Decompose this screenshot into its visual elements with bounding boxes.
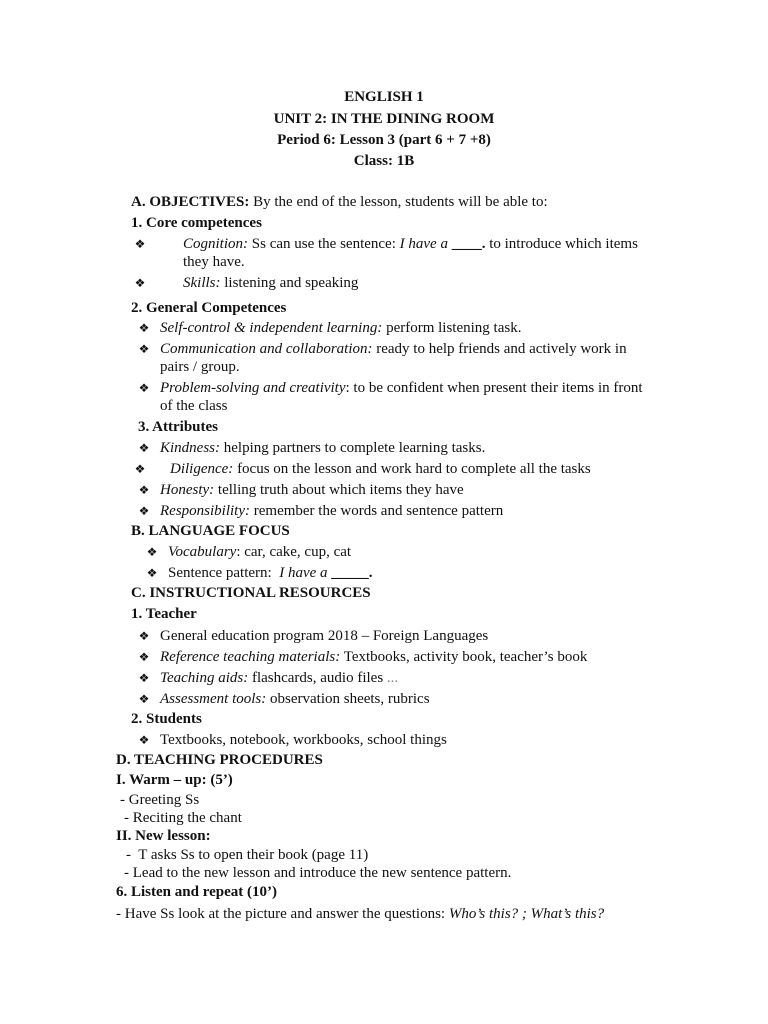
warmup-step-1: - Greeting Ss (120, 792, 200, 808)
objectives-heading: A. OBJECTIVES: (131, 194, 250, 210)
bullet-icon: ❖ (146, 566, 158, 580)
resource-assessment-item: Assessment tools: observation sheets, rubrics (160, 691, 430, 707)
honesty-item: Honesty: telling truth about which items they have (160, 482, 464, 498)
bullet-icon: ❖ (134, 237, 146, 251)
subject-title: ENGLISH 1 (344, 89, 424, 105)
bullet-icon: ❖ (134, 462, 146, 476)
period-title: Period 6: Lesson 3 (part 6 + 7 +8) (277, 132, 491, 148)
resources-heading: C. INSTRUCTIONAL RESOURCES (131, 585, 371, 601)
general-competences-heading: 2. General Competences (131, 300, 287, 316)
sentence-pattern-item: Sentence pattern: I have a _____. (168, 565, 373, 581)
new-lesson-heading: II. New lesson: (116, 828, 211, 844)
attributes-heading: 3. Attributes (138, 419, 218, 435)
bullet-icon: ❖ (138, 483, 150, 497)
warmup-step-2: - Reciting the chant (124, 810, 242, 826)
bullet-icon: ❖ (134, 276, 146, 290)
bullet-icon: ❖ (138, 733, 150, 747)
bullet-icon: ❖ (138, 342, 150, 356)
bullet-icon: ❖ (138, 671, 150, 685)
bullet-icon: ❖ (138, 381, 150, 395)
objectives-intro: By the end of the lesson, students will be able to: (249, 194, 548, 210)
core-competences-heading: 1. Core competences (131, 215, 262, 231)
cognition-item-cont: they have. (183, 254, 245, 270)
listen-repeat-instruction: - Have Ss look at the picture and answer the questions: Who’s this? ; What’s this? (116, 906, 605, 922)
bullet-icon: ❖ (138, 441, 150, 455)
bullet-icon: ❖ (138, 692, 150, 706)
cognition-item: Cognition: Ss can use the sentence: I have a ____. to introduce which items (183, 236, 638, 252)
bullet-icon: ❖ (138, 504, 150, 518)
students-heading: 2. Students (131, 711, 202, 727)
problem-solving-item-cont: of the class (160, 398, 228, 414)
bullet-icon: ❖ (146, 545, 158, 559)
warmup-heading: I. Warm – up: (5’) (116, 772, 233, 788)
vocabulary-item: Vocabulary: car, cake, cup, cat (168, 544, 352, 560)
self-control-item: Self-control & independent learning: perform listening task. (160, 320, 522, 336)
resource-aids-item: Teaching aids: flashcards, audio files ... (160, 670, 399, 686)
procedures-heading: D. TEACHING PROCEDURES (116, 752, 323, 768)
kindness-item: Kindness: helping partners to complete learning tasks. (160, 440, 486, 456)
unit-title: UNIT 2: IN THE DINING ROOM (273, 111, 495, 127)
resource-program-item: General education program 2018 – Foreign Languages (160, 628, 489, 644)
student-items: Textbooks, notebook, workbooks, school things (160, 732, 447, 748)
teacher-heading: 1. Teacher (131, 606, 197, 622)
diligence-item: Diligence: focus on the lesson and work hard to complete all the tasks (170, 461, 591, 477)
new-lesson-step-1: - T asks Ss to open their book (page 11) (126, 847, 369, 863)
problem-solving-item: Problem-solving and creativity: to be confident when present their items in front (160, 380, 643, 396)
listen-repeat-heading: 6. Listen and repeat (10’) (116, 884, 277, 900)
language-focus-heading: B. LANGUAGE FOCUS (131, 523, 290, 539)
resource-reference-item: Reference teaching materials: Textbooks, activity book, teacher’s book (160, 649, 588, 665)
bullet-icon: ❖ (138, 650, 150, 664)
bullet-icon: ❖ (138, 629, 150, 643)
class-title: Class: 1B (353, 153, 415, 169)
new-lesson-step-2: - Lead to the new lesson and introduce the new sentence pattern. (124, 865, 512, 881)
communication-item-cont: pairs / group. (160, 359, 240, 375)
responsibility-item: Responsibility: remember the words and sentence pattern (160, 503, 504, 519)
bullet-icon: ❖ (138, 321, 150, 335)
skills-item: Skills: listening and speaking (183, 275, 359, 291)
objectives-line (131, 193, 548, 211)
communication-item: Communication and collaboration: ready to help friends and actively work in (160, 341, 627, 357)
